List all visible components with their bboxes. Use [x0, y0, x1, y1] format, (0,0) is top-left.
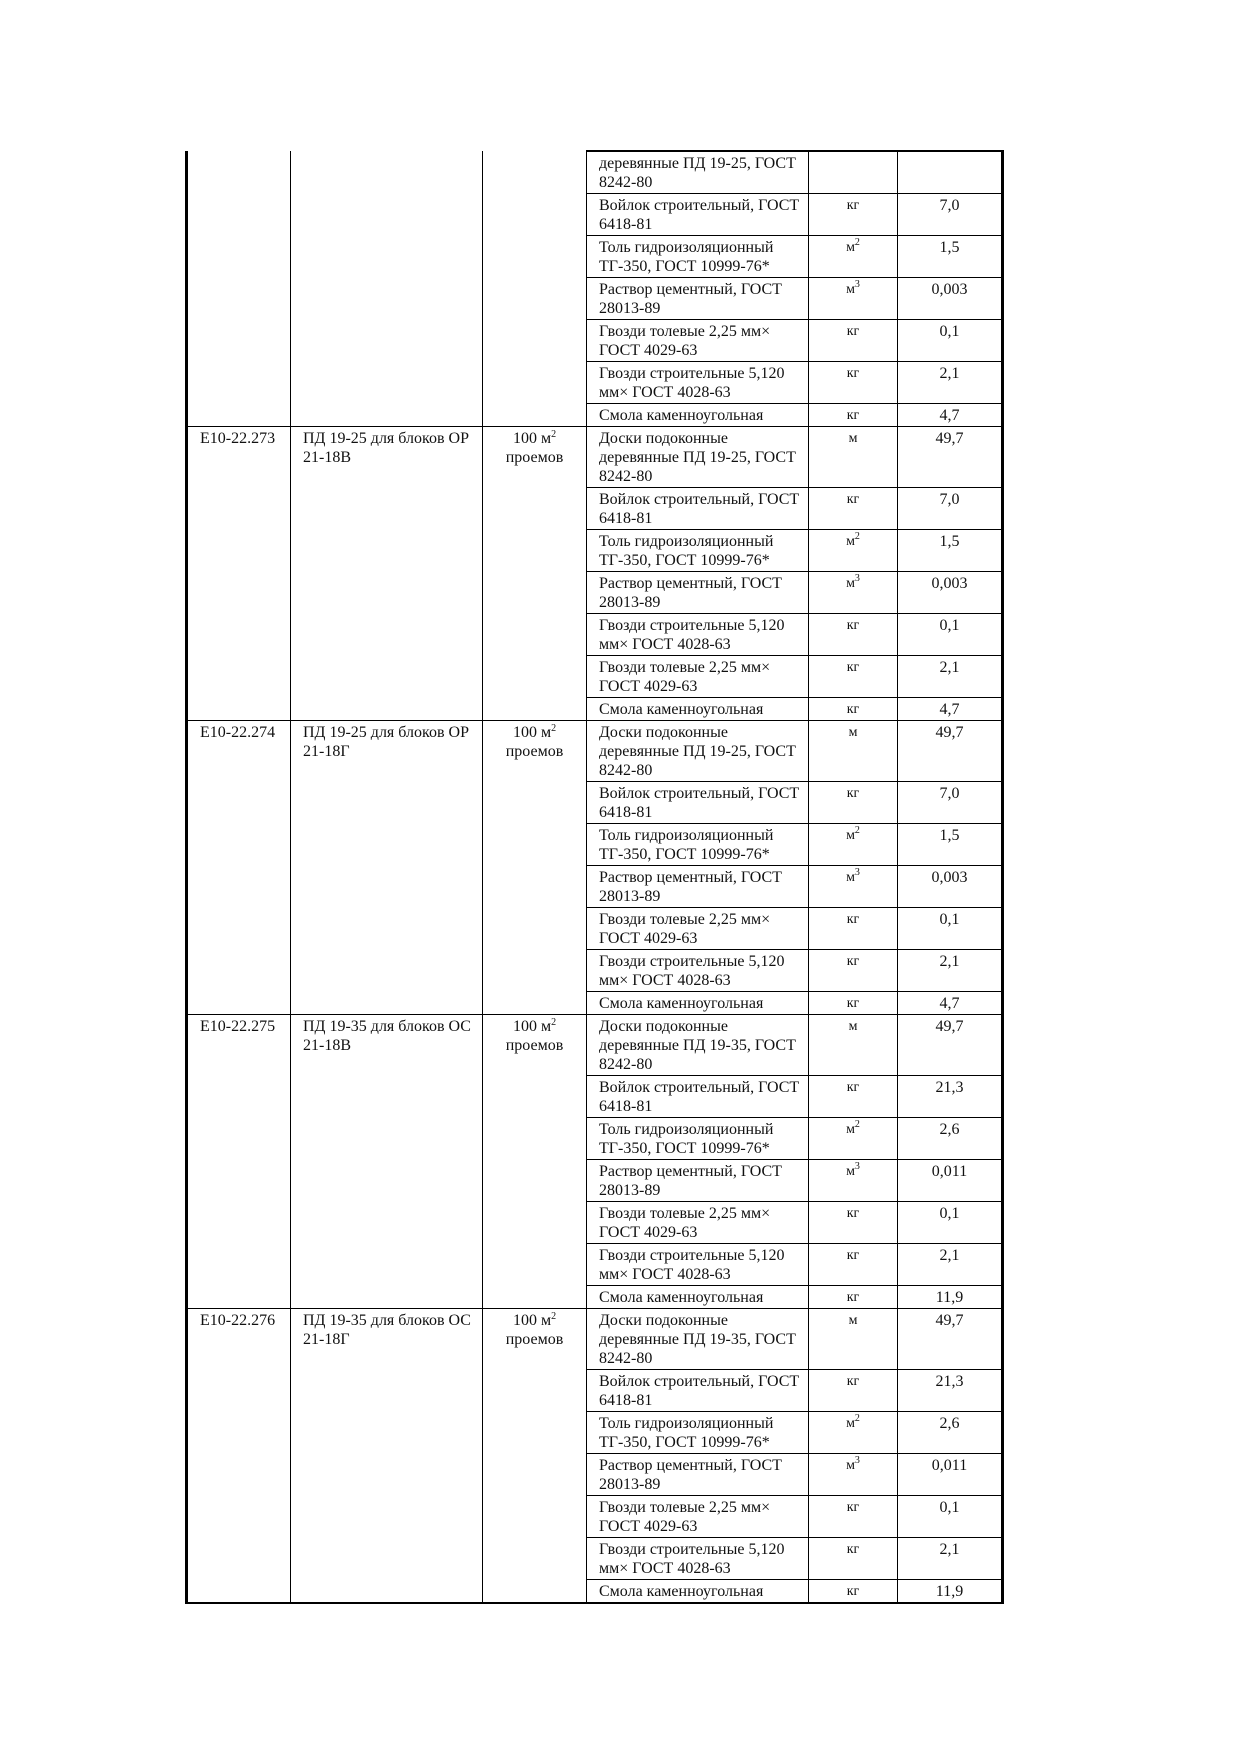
material-unit: кг: [809, 1076, 898, 1118]
norms-table-body: [187, 151, 1003, 1603]
material-quantity: 0,003: [898, 278, 1003, 320]
norm-measure: [483, 1015, 587, 1309]
material-quantity: 2,1: [898, 362, 1003, 404]
material-name: Раствор цементный, ГОСТ 28013-89: [587, 278, 809, 320]
unit-exponent: 2: [854, 237, 860, 248]
measure-value: 100 м: [512, 1018, 552, 1035]
material-name: деревянные ПД 19-25, ГОСТ 8242-80: [587, 151, 809, 194]
unit-exponent: 3: [854, 573, 860, 584]
unit-exponent: 2: [854, 825, 860, 836]
material-quantity: 21,3: [898, 1370, 1003, 1412]
material-name: Гвозди строительные 5,120 мм× ГОСТ 4028-63: [587, 950, 809, 992]
material-name: Толь гидроизоляционный ТГ-350, ГОСТ 10999-76*: [587, 1118, 809, 1160]
material-name: Гвозди толевые 2,25 мм× ГОСТ 4029-63: [587, 908, 809, 950]
material-quantity: 0,1: [898, 614, 1003, 656]
material-quantity: 4,7: [898, 698, 1003, 721]
material-quantity: 1,5: [898, 236, 1003, 278]
table-row: [187, 151, 1003, 194]
material-quantity: 2,1: [898, 656, 1003, 698]
norm-code: Е10-22.275: [187, 1015, 291, 1309]
unit-base: м: [846, 534, 855, 549]
material-name: Толь гидроизоляционный ТГ-350, ГОСТ 10999-76*: [587, 824, 809, 866]
unit-base: м: [846, 282, 855, 297]
material-quantity: 11,9: [898, 1580, 1003, 1604]
material-unit: кг: [809, 1286, 898, 1309]
unit-exponent: 2: [854, 1413, 860, 1424]
norm-description: ПД 19-25 для блоков ОР 21-18Г: [291, 721, 483, 1015]
material-quantity: 2,1: [898, 1538, 1003, 1580]
material-name: Доски подоконные деревянные ПД 19-25, ГОСТ 8242-80: [587, 721, 809, 782]
material-name: Раствор цементный, ГОСТ 28013-89: [587, 1454, 809, 1496]
material-name: Доски подоконные деревянные ПД 19-35, ГОСТ 8242-80: [587, 1309, 809, 1370]
material-quantity: 7,0: [898, 782, 1003, 824]
unit-exponent: 3: [854, 1455, 860, 1466]
material-unit: [809, 866, 898, 908]
material-quantity: 49,7: [898, 427, 1003, 488]
material-unit: кг: [809, 1370, 898, 1412]
material-unit: кг: [809, 698, 898, 721]
unit-exponent: 3: [854, 867, 860, 878]
measure-unit: проемов: [505, 1331, 564, 1348]
measure-cell-continued: [483, 151, 587, 427]
material-quantity: 1,5: [898, 530, 1003, 572]
material-unit: кг: [809, 1538, 898, 1580]
norm-code: Е10-22.274: [187, 721, 291, 1015]
measure-exponent: 2: [551, 1311, 557, 1322]
material-name: Гвозди толевые 2,25 мм× ГОСТ 4029-63: [587, 656, 809, 698]
material-quantity: 2,1: [898, 950, 1003, 992]
norm-code: Е10-22.273: [187, 427, 291, 721]
material-quantity: 7,0: [898, 194, 1003, 236]
unit-base: м: [846, 1416, 855, 1431]
description-cell-continued: [291, 151, 483, 427]
material-unit: кг: [809, 614, 898, 656]
material-quantity: 1,5: [898, 824, 1003, 866]
material-unit: [809, 572, 898, 614]
material-unit: кг: [809, 656, 898, 698]
material-name: Раствор цементный, ГОСТ 28013-89: [587, 866, 809, 908]
material-name: Доски подоконные деревянные ПД 19-35, ГОСТ 8242-80: [587, 1015, 809, 1076]
material-quantity: 0,1: [898, 320, 1003, 362]
material-unit: [809, 1454, 898, 1496]
material-name: Смола каменноугольная: [587, 1580, 809, 1604]
material-quantity: 0,1: [898, 908, 1003, 950]
code-cell-continued: [187, 151, 291, 427]
material-unit: м: [809, 721, 898, 782]
norm-measure: [483, 427, 587, 721]
material-unit: кг: [809, 908, 898, 950]
unit-base: м: [846, 1458, 855, 1473]
table-row: [187, 1015, 1003, 1076]
unit-base: м: [846, 1164, 855, 1179]
material-name: Смола каменноугольная: [587, 992, 809, 1015]
unit-exponent: 3: [854, 279, 860, 290]
material-unit: [809, 236, 898, 278]
measure-unit: проемов: [505, 743, 564, 760]
table-row: [187, 721, 1003, 782]
material-unit: [809, 1412, 898, 1454]
material-name: Войлок строительный, ГОСТ 6418-81: [587, 488, 809, 530]
material-unit: кг: [809, 782, 898, 824]
material-unit: кг: [809, 992, 898, 1015]
norm-description: ПД 19-25 для блоков ОР 21-18В: [291, 427, 483, 721]
material-name: Толь гидроизоляционный ТГ-350, ГОСТ 10999-76*: [587, 1412, 809, 1454]
material-unit: кг: [809, 488, 898, 530]
material-unit: кг: [809, 362, 898, 404]
measure-value: 100 м: [512, 1312, 552, 1329]
material-unit: кг: [809, 1202, 898, 1244]
material-name: Гвозди строительные 5,120 мм× ГОСТ 4028-63: [587, 614, 809, 656]
material-name: Войлок строительный, ГОСТ 6418-81: [587, 194, 809, 236]
norm-measure: [483, 721, 587, 1015]
material-quantity: [898, 151, 1003, 194]
measure-unit: проемов: [505, 1037, 564, 1054]
material-quantity: 49,7: [898, 1309, 1003, 1370]
material-name: Гвозди строительные 5,120 мм× ГОСТ 4028-63: [587, 362, 809, 404]
table-row: [187, 1309, 1003, 1370]
material-quantity: 49,7: [898, 721, 1003, 782]
norm-measure: [483, 1309, 587, 1604]
material-name: Смола каменноугольная: [587, 698, 809, 721]
material-unit: кг: [809, 950, 898, 992]
material-unit: [809, 1160, 898, 1202]
material-quantity: 2,6: [898, 1118, 1003, 1160]
measure-value: 100 м: [512, 430, 552, 447]
material-name: Доски подоконные деревянные ПД 19-25, ГОСТ 8242-80: [587, 427, 809, 488]
material-name: Раствор цементный, ГОСТ 28013-89: [587, 572, 809, 614]
measure-value: 100 м: [512, 724, 552, 741]
material-quantity: 4,7: [898, 404, 1003, 427]
material-unit: м: [809, 1309, 898, 1370]
unit-base: м: [846, 1122, 855, 1137]
material-unit: м: [809, 427, 898, 488]
norm-description: ПД 19-35 для блоков ОС 21-18В: [291, 1015, 483, 1309]
material-quantity: 0,1: [898, 1496, 1003, 1538]
material-name: Войлок строительный, ГОСТ 6418-81: [587, 1370, 809, 1412]
unit-base: м: [846, 240, 855, 255]
norm-description: ПД 19-35 для блоков ОС 21-18Г: [291, 1309, 483, 1604]
unit-base: м: [846, 828, 855, 843]
norms-table: [185, 150, 1004, 1604]
material-quantity: 0,011: [898, 1454, 1003, 1496]
material-quantity: 11,9: [898, 1286, 1003, 1309]
material-unit: м: [809, 1015, 898, 1076]
measure-exponent: 2: [551, 723, 557, 734]
material-unit: [809, 278, 898, 320]
material-unit: [809, 151, 898, 194]
material-quantity: 21,3: [898, 1076, 1003, 1118]
material-unit: кг: [809, 1244, 898, 1286]
material-name: Войлок строительный, ГОСТ 6418-81: [587, 782, 809, 824]
material-name: Войлок строительный, ГОСТ 6418-81: [587, 1076, 809, 1118]
material-unit: [809, 1118, 898, 1160]
unit-exponent: 2: [854, 1119, 860, 1130]
material-name: Гвозди строительные 5,120 мм× ГОСТ 4028-63: [587, 1538, 809, 1580]
unit-exponent: 3: [854, 1161, 860, 1172]
material-name: Гвозди толевые 2,25 мм× ГОСТ 4029-63: [587, 320, 809, 362]
unit-exponent: 2: [854, 531, 860, 542]
material-name: Гвозди строительные 5,120 мм× ГОСТ 4028-63: [587, 1244, 809, 1286]
measure-unit: проемов: [505, 449, 564, 466]
material-unit: кг: [809, 1580, 898, 1604]
material-quantity: 0,003: [898, 866, 1003, 908]
material-quantity: 2,6: [898, 1412, 1003, 1454]
measure-exponent: 2: [551, 1017, 557, 1028]
unit-base: м: [846, 576, 855, 591]
material-name: Толь гидроизоляционный ТГ-350, ГОСТ 10999-76*: [587, 236, 809, 278]
material-name: Толь гидроизоляционный ТГ-350, ГОСТ 10999-76*: [587, 530, 809, 572]
material-unit: кг: [809, 1496, 898, 1538]
material-quantity: 0,011: [898, 1160, 1003, 1202]
material-quantity: 7,0: [898, 488, 1003, 530]
material-quantity: 2,1: [898, 1244, 1003, 1286]
material-unit: кг: [809, 404, 898, 427]
material-name: Смола каменноугольная: [587, 1286, 809, 1309]
material-quantity: 4,7: [898, 992, 1003, 1015]
material-quantity: 0,003: [898, 572, 1003, 614]
unit-base: м: [846, 870, 855, 885]
material-name: Гвозди толевые 2,25 мм× ГОСТ 4029-63: [587, 1496, 809, 1538]
material-name: Гвозди толевые 2,25 мм× ГОСТ 4029-63: [587, 1202, 809, 1244]
material-quantity: 0,1: [898, 1202, 1003, 1244]
norm-code: Е10-22.276: [187, 1309, 291, 1604]
table-row: [187, 427, 1003, 488]
material-name: Раствор цементный, ГОСТ 28013-89: [587, 1160, 809, 1202]
material-name: Смола каменноугольная: [587, 404, 809, 427]
material-unit: [809, 530, 898, 572]
material-quantity: 49,7: [898, 1015, 1003, 1076]
material-unit: кг: [809, 194, 898, 236]
material-unit: [809, 824, 898, 866]
material-unit: кг: [809, 320, 898, 362]
measure-exponent: 2: [551, 429, 557, 440]
